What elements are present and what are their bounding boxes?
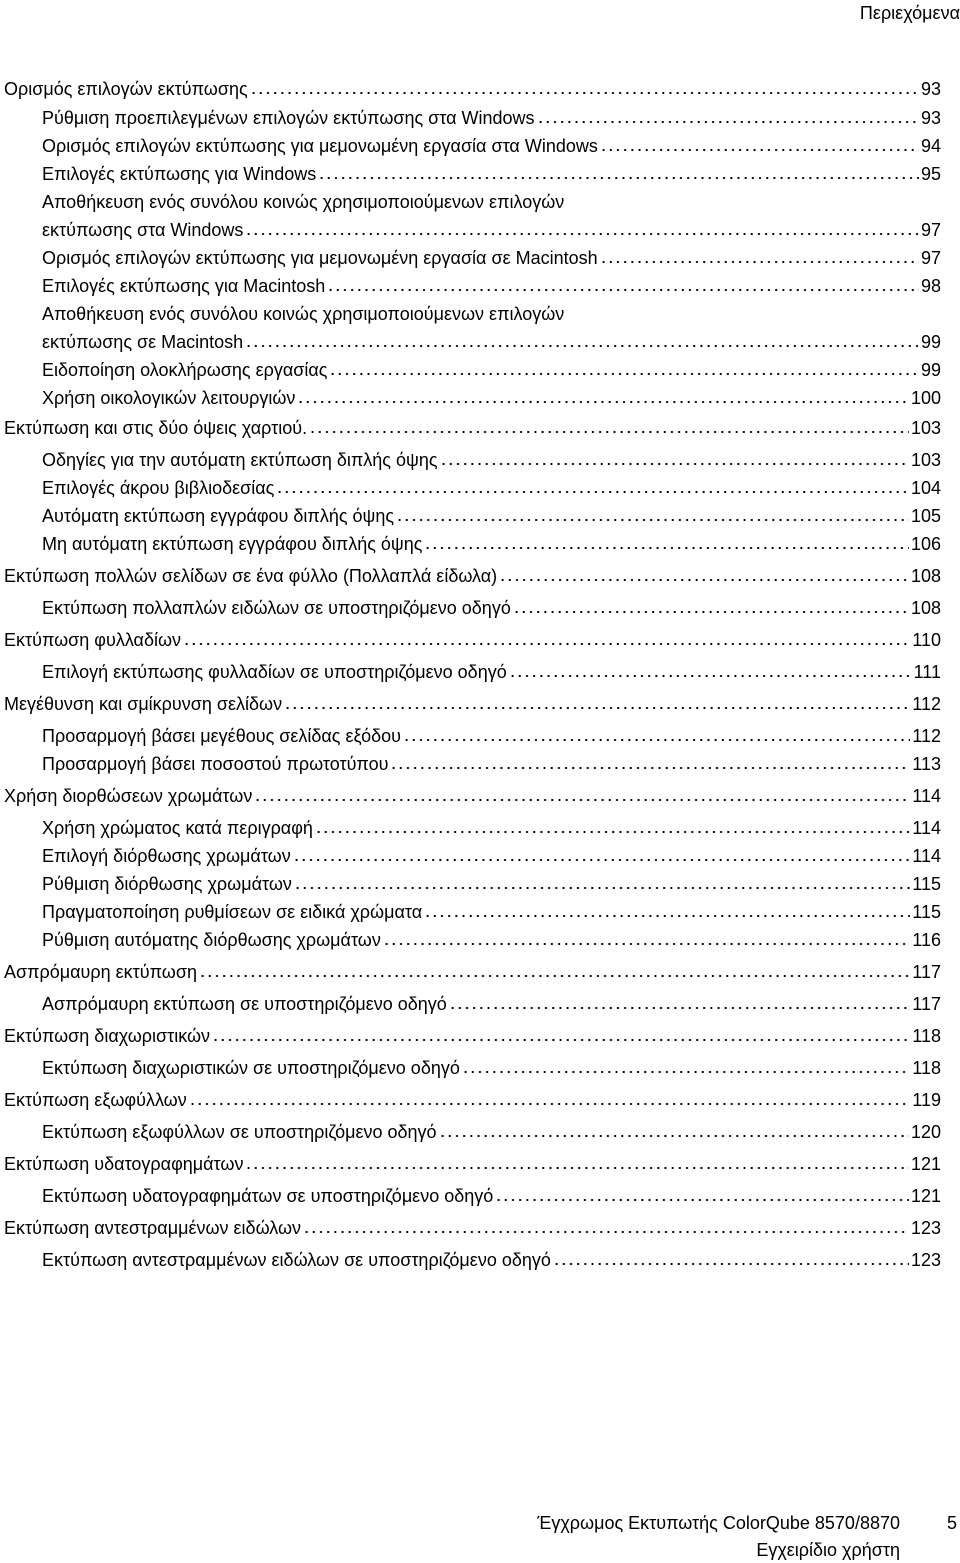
toc-entry-page: 97 bbox=[920, 248, 941, 268]
toc-entry[interactable] bbox=[42, 135, 941, 157]
toc-leader-dots bbox=[294, 886, 910, 890]
toc-entry[interactable] bbox=[42, 449, 941, 471]
toc-entry-page: 98 bbox=[920, 276, 941, 296]
toc-entry-title: εκτύπωσης σε Macintosh bbox=[42, 332, 244, 352]
toc-entry-title: Αποθήκευση ενός συνόλου κοινώς χρησιμοποιούμενων επιλογών bbox=[42, 192, 565, 212]
toc-entry[interactable] bbox=[4, 1153, 941, 1175]
toc-entry-title: Αυτόματη εκτύπωση εγγράφου διπλής όψης bbox=[42, 506, 395, 526]
toc-entry-title: Εκτύπωση διαχωριστικών σε υποστηριζόμενο οδηγό bbox=[42, 1058, 460, 1078]
toc-entry-title: Ορισμός επιλογών εκτύπωσης bbox=[4, 79, 248, 99]
toc-entry-title: Χρήση χρώματος κατά περιγραφή bbox=[42, 818, 313, 838]
toc-entry-page: 110 bbox=[912, 630, 941, 650]
toc-entry[interactable] bbox=[42, 817, 941, 839]
toc-entry-page: 104 bbox=[910, 478, 941, 498]
toc-leader-dots bbox=[499, 578, 909, 582]
toc-entry-page: 93 bbox=[920, 79, 941, 99]
toc-entry[interactable] bbox=[42, 929, 941, 951]
toc-leader-dots bbox=[189, 1102, 911, 1106]
toc-entry[interactable] bbox=[4, 417, 941, 439]
toc-entry[interactable] bbox=[42, 1249, 941, 1271]
toc-leader-dots bbox=[212, 1038, 910, 1042]
toc-entry-page: 115 bbox=[912, 874, 941, 894]
toc-entry-page: 108 bbox=[910, 598, 941, 618]
toc-entry[interactable] bbox=[4, 961, 941, 983]
toc-entry[interactable] bbox=[42, 331, 941, 353]
toc-entry[interactable] bbox=[4, 1217, 941, 1239]
toc-entry[interactable] bbox=[4, 629, 941, 651]
toc-entry-page: 118 bbox=[912, 1026, 941, 1046]
toc-entry-title: Εκτύπωση φυλλαδίων bbox=[4, 630, 182, 650]
toc-entry-page: 117 bbox=[912, 962, 941, 982]
toc-leader-dots bbox=[462, 1070, 910, 1074]
toc-leader-dots bbox=[254, 798, 910, 802]
toc-entry-title: Ειδοποίηση ολοκλήρωσης εργασίας bbox=[42, 360, 328, 380]
toc-entry-page: 103 bbox=[910, 450, 941, 470]
toc-leader-dots bbox=[383, 942, 910, 946]
footer-document-title: Εγχειρίδιο χρήστη bbox=[756, 1540, 900, 1560]
toc-entry-title: Προσαρμογή βάσει ποσοστού πρωτοτύπου bbox=[42, 754, 389, 774]
toc-leader-dots bbox=[424, 914, 910, 918]
toc-leader-dots bbox=[553, 1262, 909, 1266]
toc-entry[interactable] bbox=[42, 303, 941, 325]
toc-leader-dots bbox=[297, 400, 909, 404]
toc-entry[interactable] bbox=[42, 359, 941, 381]
toc-entry-title: Εκτύπωση και στις δύο όψεις χαρτιού. bbox=[4, 418, 308, 438]
toc-entry[interactable] bbox=[4, 78, 941, 100]
toc-entry[interactable] bbox=[42, 275, 941, 297]
toc-leader-dots bbox=[440, 462, 909, 466]
toc-leader-dots bbox=[309, 430, 909, 434]
toc-leader-dots bbox=[315, 830, 910, 834]
toc-entry[interactable] bbox=[42, 1057, 941, 1079]
toc-entry-page: 121 bbox=[910, 1154, 941, 1174]
toc-entry-title: Προσαρμογή βάσει μεγέθους σελίδας εξόδου bbox=[42, 726, 401, 746]
toc-entry-page: 108 bbox=[910, 566, 941, 586]
toc-entry-page: 100 bbox=[910, 388, 941, 408]
toc-leader-dots bbox=[403, 738, 910, 742]
toc-entry-page: 111 bbox=[913, 662, 941, 682]
toc-entry-title: Εκτύπωση αντεστραμμένων ειδώλων σε υποστηριζόμενο οδηγό bbox=[42, 1250, 551, 1270]
toc-entry[interactable] bbox=[42, 661, 941, 683]
toc-entry-page: 113 bbox=[912, 754, 941, 774]
toc-entry-title: Μη αυτόματη εκτύπωση εγγράφου διπλής όψης bbox=[42, 534, 423, 554]
toc-leader-dots bbox=[245, 232, 919, 236]
toc-leader-dots bbox=[449, 1006, 910, 1010]
toc-leader-dots bbox=[199, 974, 910, 978]
toc-entry-title: εκτύπωσης στα Windows bbox=[42, 220, 244, 240]
toc-leader-dots bbox=[183, 642, 910, 646]
toc-entry[interactable] bbox=[42, 753, 941, 775]
toc-entry-page: 105 bbox=[910, 506, 941, 526]
toc-entry-page: 103 bbox=[910, 418, 941, 438]
toc-leader-dots bbox=[329, 372, 919, 376]
toc-entry-page: 123 bbox=[910, 1250, 941, 1270]
toc-entry-title: Χρήση διορθώσεων χρωμάτων bbox=[4, 786, 253, 806]
toc-entry[interactable] bbox=[4, 1089, 941, 1111]
toc-entry-page: 112 bbox=[912, 726, 941, 746]
toc-entry-title: Επιλογές εκτύπωσης για Windows bbox=[42, 164, 317, 184]
toc-entry-title: Αποθήκευση ενός συνόλου κοινώς χρησιμοποιούμενων επιλογών bbox=[42, 304, 565, 324]
toc-entry-page: 94 bbox=[920, 136, 941, 156]
toc-leader-dots bbox=[513, 610, 909, 614]
toc-entry-title: Ασπρόμαυρη εκτύπωση σε υποστηριζόμενο οδηγό bbox=[42, 994, 447, 1014]
toc-entry-title: Ορισμός επιλογών εκτύπωσης για μεμονωμένη εργασία στα Windows bbox=[42, 136, 598, 156]
toc-entry-title: Εκτύπωση υδατογραφημάτων bbox=[4, 1154, 244, 1174]
toc-entry-title: Επιλογές άκρου βιβλιοδεσίας bbox=[42, 478, 275, 498]
toc-entry[interactable] bbox=[4, 693, 941, 715]
toc-entry-page: 99 bbox=[920, 332, 941, 352]
toc-entry-page: 106 bbox=[910, 534, 941, 554]
toc-leader-dots bbox=[318, 176, 919, 180]
toc-leader-dots bbox=[390, 766, 910, 770]
toc-entry[interactable] bbox=[42, 873, 941, 895]
toc-entry[interactable] bbox=[42, 901, 941, 923]
toc-entry-title: Ασπρόμαυρη εκτύπωση bbox=[4, 962, 197, 982]
toc-leader-dots bbox=[276, 490, 909, 494]
toc-leader-dots bbox=[424, 546, 909, 550]
toc-leader-dots bbox=[600, 148, 919, 152]
toc-entry-title: Ρύθμιση προεπιλεγμένων επιλογών εκτύπωσης στα Windows bbox=[42, 108, 535, 128]
toc-entry[interactable] bbox=[42, 107, 941, 129]
toc-entry-title: Εκτύπωση διαχωριστικών bbox=[4, 1026, 211, 1046]
toc-entry-page: 118 bbox=[912, 1058, 941, 1078]
toc-entry-title: Εκτύπωση εξωφύλλων bbox=[4, 1090, 187, 1110]
toc-entry-page: 93 bbox=[920, 108, 941, 128]
toc-entry-page: 123 bbox=[910, 1218, 941, 1238]
toc-entry-title: Επιλογή εκτύπωσης φυλλαδίων σε υποστηριζόμενο οδηγό bbox=[42, 662, 507, 682]
toc-entry-title: Εκτύπωση υδατογραφημάτων σε υποστηριζόμενο οδηγό bbox=[42, 1186, 494, 1206]
toc-leader-dots bbox=[303, 1230, 909, 1234]
toc-leader-dots bbox=[439, 1134, 909, 1138]
footer-page-number: 5 bbox=[946, 1513, 957, 1533]
toc-leader-dots bbox=[495, 1198, 909, 1202]
footer-product-name: Έγχρωμος Εκτυπωτής ColorQube 8570/8870 bbox=[537, 1513, 900, 1533]
toc-entry-title: Ρύθμιση διόρθωσης χρωμάτων bbox=[42, 874, 292, 894]
toc-leader-dots bbox=[245, 344, 919, 348]
toc-entry[interactable] bbox=[42, 191, 941, 213]
toc-entry-page: 116 bbox=[912, 930, 941, 950]
toc-leader-dots bbox=[509, 674, 912, 678]
toc-entry[interactable] bbox=[4, 1025, 941, 1047]
toc-entry[interactable] bbox=[42, 505, 941, 527]
toc-leader-dots bbox=[245, 1166, 909, 1170]
toc-entry-page: 114 bbox=[912, 846, 941, 866]
toc-entry[interactable] bbox=[42, 247, 941, 269]
toc-entry-page: 120 bbox=[910, 1122, 941, 1142]
toc-entry-title: Εκτύπωση αντεστραμμένων ειδώλων bbox=[4, 1218, 302, 1238]
toc-entry-page: 95 bbox=[920, 164, 941, 184]
toc-entry-title: Εκτύπωση εξωφύλλων σε υποστηριζόμενο οδηγό bbox=[42, 1122, 437, 1142]
toc-entry-page: 99 bbox=[920, 360, 941, 380]
toc-entry-page: 119 bbox=[912, 1090, 941, 1110]
toc-entry-title: Εκτύπωση πολλών σελίδων σε ένα φύλλο (Πολλαπλά είδωλα) bbox=[4, 566, 498, 586]
toc-entry-title: Μεγέθυνση και σμίκρυνση σελίδων bbox=[4, 694, 283, 714]
toc-entry[interactable] bbox=[42, 1185, 941, 1207]
toc-leader-dots bbox=[250, 91, 919, 95]
toc-entry-title: Ορισμός επιλογών εκτύπωσης για μεμονωμένη εργασία σε Macintosh bbox=[42, 248, 598, 268]
toc-entry[interactable] bbox=[42, 163, 941, 185]
toc-leader-dots bbox=[293, 858, 911, 862]
toc-entry-page: 121 bbox=[910, 1186, 941, 1206]
toc-entry-title: Οδηγίες για την αυτόματη εκτύπωση διπλής όψης bbox=[42, 450, 438, 470]
toc-entry-title: Εκτύπωση πολλαπλών ειδώλων σε υποστηριζόμενο οδηγό bbox=[42, 598, 511, 618]
toc-entry-page: 112 bbox=[912, 694, 941, 714]
toc-entry[interactable] bbox=[4, 565, 941, 587]
toc-entry[interactable] bbox=[42, 993, 941, 1015]
toc-entry[interactable] bbox=[42, 597, 941, 619]
toc-leader-dots bbox=[396, 518, 909, 522]
toc-entry-page: 114 bbox=[912, 818, 941, 838]
toc-entry-page: 114 bbox=[912, 786, 941, 806]
toc-entry-title: Επιλογή διόρθωσης χρωμάτων bbox=[42, 846, 291, 866]
toc-leader-dots bbox=[327, 288, 919, 292]
toc-entry[interactable] bbox=[42, 725, 941, 747]
toc-entry-page: 97 bbox=[920, 220, 941, 240]
toc-entry-title: Χρήση οικολογικών λειτουργιών bbox=[42, 388, 296, 408]
toc-entry[interactable] bbox=[42, 845, 941, 867]
toc-entry-page: 117 bbox=[912, 994, 941, 1014]
toc-entry-title: Πραγματοποίηση ρυθμίσεων σε ειδικά χρώματα bbox=[42, 902, 423, 922]
toc-leader-dots bbox=[284, 706, 910, 710]
toc-entry[interactable] bbox=[42, 219, 941, 241]
toc-leader-dots bbox=[600, 260, 919, 264]
toc-entry-page: 115 bbox=[912, 902, 941, 922]
toc-entry-title: Επιλογές εκτύπωσης για Macintosh bbox=[42, 276, 326, 296]
toc-entry[interactable] bbox=[42, 387, 941, 409]
toc-entry[interactable] bbox=[42, 533, 941, 555]
toc-entry-title: Ρύθμιση αυτόματης διόρθωσης χρωμάτων bbox=[42, 930, 381, 950]
toc-leader-dots bbox=[537, 120, 919, 124]
toc-entry[interactable] bbox=[42, 477, 941, 499]
toc-entry[interactable] bbox=[42, 1121, 941, 1143]
toc-entry[interactable] bbox=[4, 785, 941, 807]
page-header-section: Περιεχόμενα bbox=[859, 3, 960, 23]
